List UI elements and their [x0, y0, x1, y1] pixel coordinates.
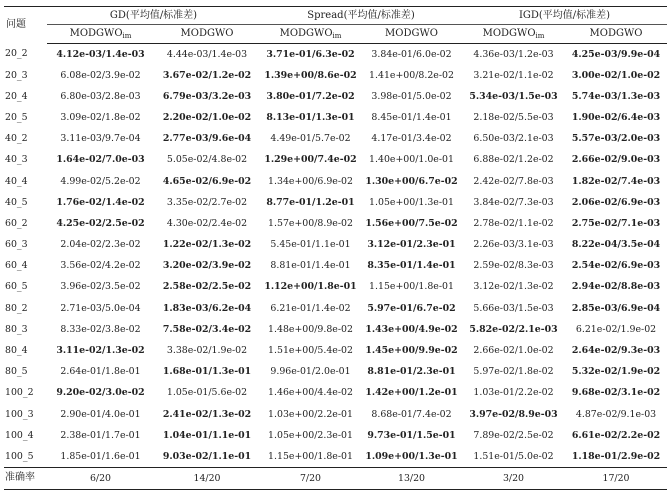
value-cell: 5.45e-01/1.1e-01	[270, 239, 351, 251]
table-row	[4, 86, 667, 107]
value-cell: 1.09e+00/1.3e-01	[365, 450, 458, 462]
problem-cell: 60_3	[5, 239, 28, 251]
value-cell: 2.26e-03/3.1e-03	[473, 239, 554, 251]
value-cell: 4.87e-02/9.1e-03	[575, 408, 657, 420]
value-cell: 1.43e+00/4.9e-02	[365, 323, 458, 335]
value-cell: 1.83e-03/6.2e-04	[162, 302, 252, 314]
group-header-igd: IGD(平均值/标准差)	[462, 7, 667, 25]
problem-cell: 60_2	[5, 217, 28, 229]
value-cell: 6.79e-03/3.2e-03	[162, 90, 252, 102]
problem-cell: 80_5	[5, 366, 28, 378]
value-cell: 6.21e-01/1.4e-02	[270, 302, 351, 314]
value-cell: 1.05e+00/2.3e-01	[268, 429, 353, 441]
problem-cell: 60_5	[5, 281, 28, 293]
value-cell: 8.77e-01/1.2e-01	[266, 196, 355, 208]
value-cell: 2.77e-03/9.6e-04	[162, 133, 252, 145]
value-cell: 3.97e-02/8.9e-03	[469, 408, 558, 420]
value-cell: 3.38e-02/1.9e-02	[166, 345, 248, 357]
value-cell: 3.96e-02/3.5e-02	[60, 281, 141, 293]
value-cell: 2.66e-02/1.0e-02	[473, 345, 554, 357]
value-cell: 1.48e+00/9.8e-02	[268, 323, 353, 335]
problem-cell: 60_4	[5, 260, 28, 272]
value-cell: 1.51e+00/5.4e-02	[268, 345, 353, 357]
value-cell: 4.17e-01/3.4e-02	[371, 133, 452, 145]
accuracy-value: 6/20	[47, 467, 154, 489]
problem-cell: 80_3	[5, 323, 28, 335]
value-cell: 3.84e-02/7.3e-03	[473, 196, 554, 208]
value-cell: 2.64e-01/1.8e-01	[60, 366, 141, 378]
problem-cell: 100_5	[5, 450, 34, 462]
table-row	[4, 65, 667, 86]
value-cell: 9.68e-02/3.1e-02	[571, 387, 661, 399]
accuracy-row	[4, 467, 667, 489]
value-cell: 8.33e-02/3.8e-02	[60, 323, 141, 335]
value-cell: 3.21e-02/1.1e-02	[473, 69, 554, 81]
subcolumn-base: MODGWO	[385, 27, 438, 39]
subcolumn-header	[260, 25, 361, 44]
value-cell: 2.94e-02/8.8e-03	[571, 281, 661, 293]
value-cell: 2.42e-02/7.8e-03	[473, 175, 554, 187]
table-row	[4, 425, 667, 446]
table-row	[4, 107, 667, 128]
problem-cell: 100_4	[5, 429, 34, 441]
problem-cell: 40_4	[5, 175, 28, 187]
value-cell: 3.98e-01/5.0e-02	[371, 90, 452, 102]
value-cell: 2.41e-02/1.3e-02	[162, 408, 252, 420]
value-cell: 1.46e+00/4.4e-02	[268, 387, 353, 399]
value-cell: 2.66e-02/9.0e-03	[571, 154, 661, 166]
table-row	[4, 298, 667, 319]
value-cell: 3.67e-02/1.2e-02	[162, 69, 252, 81]
value-cell: 2.20e-02/1.0e-02	[162, 111, 252, 123]
table-row	[4, 234, 667, 255]
problem-cell: 20_4	[5, 90, 28, 102]
value-cell: 6.08e-02/3.9e-02	[60, 69, 141, 81]
problem-cell: 100_2	[5, 387, 34, 399]
value-cell: 3.56e-02/4.2e-02	[60, 260, 141, 272]
accuracy-label: 准确率	[4, 467, 47, 489]
value-cell: 1.42e+00/1.2e-01	[365, 387, 458, 399]
problem-cell: 40_5	[5, 196, 28, 208]
problem-cell: 80_2	[5, 302, 28, 314]
problem-cell: 40_2	[5, 133, 28, 145]
value-cell: 9.03e-02/1.1e-01	[162, 450, 252, 462]
value-cell: 2.06e-02/6.9e-03	[571, 196, 661, 208]
value-cell: 6.50e-03/2.1e-03	[473, 133, 554, 145]
value-cell: 6.61e-02/2.2e-02	[571, 429, 661, 441]
table-row	[4, 340, 667, 361]
value-cell: 8.35e-01/1.4e-01	[367, 260, 456, 272]
value-cell: 2.59e-02/8.3e-03	[473, 260, 554, 272]
value-cell: 8.81e-01/2.3e-01	[367, 366, 456, 378]
subcolumn-sub: im	[122, 31, 132, 40]
value-cell: 1.03e+00/2.2e-01	[268, 408, 353, 420]
value-cell: 1.29e+00/7.4e-02	[264, 154, 357, 166]
value-cell: 4.25e-03/9.9e-04	[571, 48, 661, 60]
subcolumn-sub: im	[332, 31, 342, 40]
table-row	[4, 277, 667, 298]
results-table	[4, 6, 667, 490]
value-cell: 3.11e-03/9.7e-04	[60, 133, 141, 145]
value-cell: 1.85e-01/1.6e-01	[60, 450, 141, 462]
problem-cell: 20_3	[5, 69, 28, 81]
value-cell: 2.90e-01/4.0e-01	[60, 408, 141, 420]
accuracy-value: 3/20	[462, 467, 565, 489]
value-cell: 1.68e-01/1.3e-01	[162, 366, 252, 378]
value-cell: 2.58e-02/2.5e-02	[162, 281, 252, 293]
value-cell: 4.99e-02/5.2e-02	[60, 175, 141, 187]
problem-cell: 20_5	[5, 111, 28, 123]
value-cell: 5.97e-01/6.7e-02	[367, 302, 456, 314]
table-row	[4, 44, 667, 65]
value-cell: 2.18e-02/5.5e-03	[473, 111, 554, 123]
subcolumn-header	[462, 25, 565, 44]
value-cell: 1.90e-02/6.4e-03	[571, 111, 661, 123]
accuracy-value: 14/20	[154, 467, 260, 489]
value-cell: 4.36e-03/1.2e-03	[473, 48, 554, 60]
value-cell: 5.82e-02/2.1e-03	[469, 323, 558, 335]
value-cell: 5.34e-03/1.5e-03	[469, 90, 558, 102]
value-cell: 5.97e-02/1.8e-02	[473, 366, 554, 378]
value-cell: 1.45e+00/9.9e-02	[365, 345, 458, 357]
value-cell: 7.58e-02/3.4e-02	[162, 323, 252, 335]
value-cell: 3.12e-01/2.3e-01	[367, 239, 456, 251]
value-cell: 1.18e-01/2.9e-02	[571, 450, 661, 462]
accuracy-value: 7/20	[260, 467, 361, 489]
table-row	[4, 128, 667, 149]
value-cell: 8.22e-04/3.5e-04	[571, 239, 661, 251]
value-cell: 5.74e-03/1.3e-03	[571, 90, 661, 102]
value-cell: 1.41e+00/8.2e-02	[369, 69, 454, 81]
value-cell: 8.81e-01/1.4e-01	[270, 260, 351, 272]
problem-cell: 100_3	[5, 408, 34, 420]
value-cell: 3.71e-01/6.3e-02	[266, 48, 355, 60]
subcolumn-base: MODGWO	[279, 27, 333, 39]
value-cell: 1.64e-02/7.0e-03	[56, 154, 145, 166]
value-cell: 3.09e-02/1.8e-02	[60, 111, 141, 123]
problem-header: 问题	[6, 19, 26, 31]
value-cell: 1.04e-01/1.1e-01	[162, 429, 252, 441]
value-cell: 2.85e-03/6.9e-04	[571, 302, 661, 314]
subcolumn-base: MODGWO	[180, 27, 234, 39]
value-cell: 1.34e+00/6.9e-02	[268, 175, 353, 187]
value-cell: 1.76e-02/1.4e-02	[56, 196, 145, 208]
value-cell: 8.13e-01/1.3e-01	[266, 111, 355, 123]
problem-cell: 40_3	[5, 154, 28, 166]
table-row	[4, 319, 667, 340]
value-cell: 6.21e-02/1.9e-02	[575, 323, 657, 335]
value-cell: 3.35e-02/2.7e-02	[166, 196, 248, 208]
value-cell: 9.20e-02/3.0e-02	[56, 387, 145, 399]
value-cell: 1.15e+00/1.8e-01	[369, 281, 454, 293]
group-header-spread: Spread(平均值/标准差)	[260, 7, 462, 25]
value-cell: 1.03e-01/2.2e-02	[473, 387, 554, 399]
subcolumn-header	[361, 25, 462, 44]
value-cell: 4.12e-03/1.4e-03	[56, 48, 145, 60]
subcolumn-base: MODGWO	[482, 27, 536, 39]
value-cell: 1.30e+00/6.7e-02	[365, 175, 458, 187]
value-cell: 5.05e-02/4.8e-02	[166, 154, 248, 166]
value-cell: 3.11e-02/1.3e-02	[56, 345, 145, 357]
value-cell: 1.05e-01/5.6e-02	[166, 387, 248, 399]
table-row	[4, 383, 667, 404]
value-cell: 2.78e-02/1.1e-02	[473, 217, 554, 229]
table-row	[4, 213, 667, 234]
value-cell: 2.71e-03/5.0e-04	[60, 302, 141, 314]
value-cell: 9.73e-01/1.5e-01	[367, 429, 456, 441]
table-row	[4, 171, 667, 192]
value-cell: 2.04e-02/2.3e-02	[60, 239, 141, 251]
value-cell: 4.44e-03/1.4e-03	[166, 48, 248, 60]
table-row	[4, 446, 667, 467]
value-cell: 1.56e+00/7.5e-02	[365, 217, 458, 229]
table-body	[4, 44, 667, 490]
problem-cell: 20_2	[5, 48, 28, 60]
value-cell: 2.64e-02/9.3e-03	[571, 345, 661, 357]
value-cell: 8.68e-01/7.4e-02	[371, 408, 452, 420]
value-cell: 1.51e-01/5.0e-02	[473, 450, 554, 462]
table-row	[4, 255, 667, 276]
table-row	[4, 149, 667, 170]
subcolumn-sub: im	[535, 31, 545, 40]
value-cell: 7.89e-02/2.5e-02	[473, 429, 554, 441]
subcolumn-base: MODGWO	[589, 27, 643, 39]
accuracy-value: 13/20	[361, 467, 462, 489]
value-cell: 4.25e-02/2.5e-02	[56, 217, 145, 229]
header-row-groups	[4, 7, 667, 25]
value-cell: 5.57e-03/2.0e-03	[571, 133, 661, 145]
table-row	[4, 192, 667, 213]
value-cell: 5.32e-02/1.9e-02	[571, 366, 661, 378]
value-cell: 3.00e-02/1.0e-02	[571, 69, 661, 81]
value-cell: 2.38e-01/1.7e-01	[60, 429, 141, 441]
value-cell: 1.82e-02/7.4e-03	[571, 175, 661, 187]
value-cell: 1.22e-02/1.3e-02	[162, 239, 252, 251]
value-cell: 4.30e-02/2.4e-02	[166, 217, 248, 229]
accuracy-value: 17/20	[565, 467, 667, 489]
value-cell: 1.05e+00/1.3e-01	[369, 196, 454, 208]
group-header-gd: GD(平均值/标准差)	[47, 7, 260, 25]
header-row-algorithms	[4, 25, 667, 44]
value-cell: 9.96e-01/2.0e-01	[270, 366, 351, 378]
value-cell: 2.54e-02/6.9e-03	[571, 260, 661, 272]
value-cell: 1.57e+00/8.9e-02	[268, 217, 353, 229]
subcolumn-header	[47, 25, 154, 44]
value-cell: 6.80e-03/2.8e-03	[60, 90, 141, 102]
value-cell: 2.75e-02/7.1e-03	[571, 217, 661, 229]
subcolumn-header	[565, 25, 667, 44]
value-cell: 1.39e+00/8.6e-02	[264, 69, 357, 81]
value-cell: 4.65e-02/6.9e-02	[162, 175, 252, 187]
value-cell: 6.88e-02/1.2e-02	[473, 154, 554, 166]
subcolumn-header	[154, 25, 260, 44]
table-row	[4, 361, 667, 382]
subcolumn-base: MODGWO	[69, 27, 123, 39]
value-cell: 1.15e+00/1.8e-01	[268, 450, 353, 462]
value-cell: 1.12e+00/1.8e-01	[264, 281, 357, 293]
value-cell: 1.40e+00/1.0e-01	[369, 154, 454, 166]
value-cell: 4.49e-01/5.7e-02	[270, 133, 351, 145]
value-cell: 5.66e-03/1.5e-03	[473, 302, 554, 314]
table-row	[4, 404, 667, 425]
value-cell: 3.84e-01/6.0e-02	[371, 48, 452, 60]
value-cell: 3.20e-02/3.9e-02	[162, 260, 252, 272]
value-cell: 3.12e-02/1.3e-02	[473, 281, 554, 293]
value-cell: 8.45e-01/1.4e-01	[371, 111, 452, 123]
value-cell: 3.80e-01/7.2e-02	[266, 90, 355, 102]
problem-cell: 80_4	[5, 345, 28, 357]
